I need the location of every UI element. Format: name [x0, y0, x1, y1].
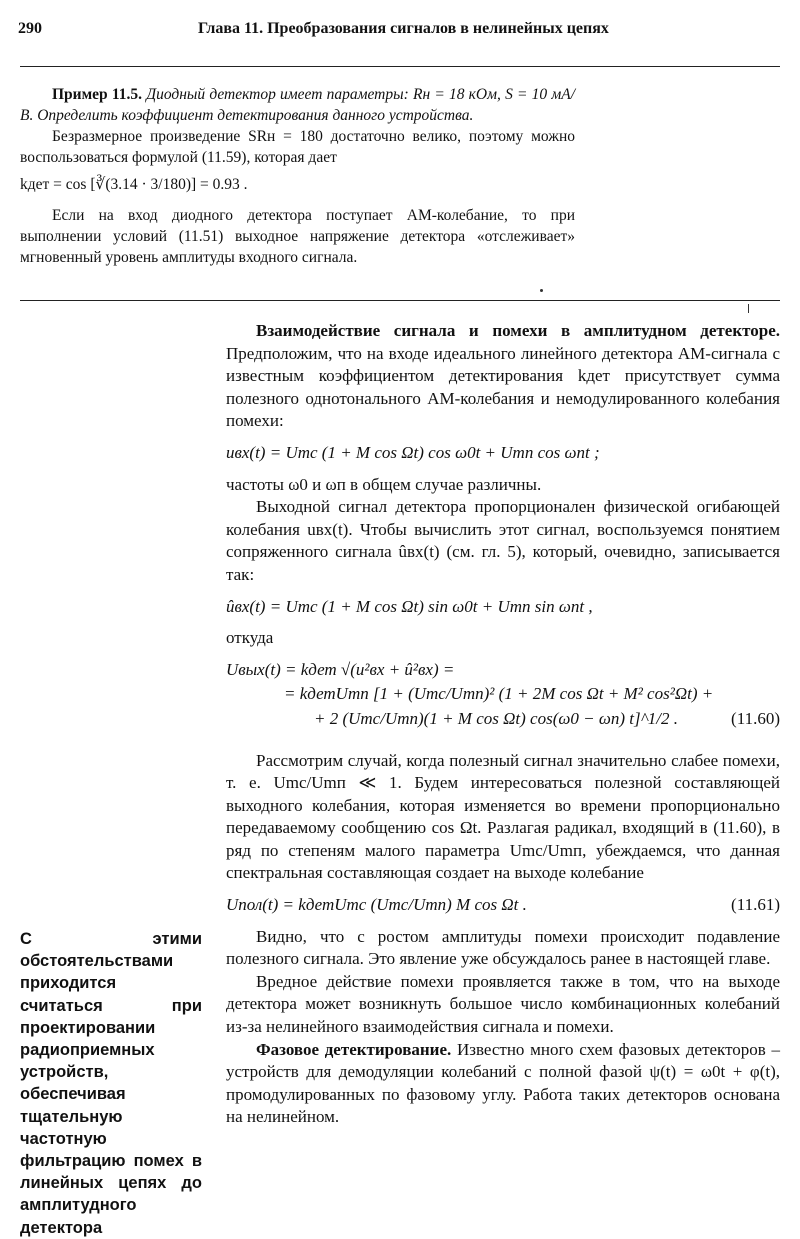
paragraph-frequencies: частоты ω0 и ωп в общем случае различны.: [226, 474, 542, 494]
section-paragraph-1: [226, 320, 780, 433]
equation-number-11-61: (11.61): [731, 895, 780, 915]
equation-input-signal: uвх(t) = Umc (1 + M cos Ωt) cos ω0t + Umп cos ωпt ;: [226, 442, 600, 462]
margin-note: С этими обстоятельствами приходится считаться при проектировании радиоприемных устройств, обеспечивая тщательную частотную фильтрацию помех в линейных цепях до амплитудного детектора: [20, 930, 202, 1237]
page-header: [18, 20, 778, 44]
equation-output-line-1: Uвых(t) = kдет √(u²вх + û²вх) =: [226, 659, 455, 679]
equation-useful-output-text: Uпол(t) = kдетUmc (Umc/Umп) M cos Ωt .: [226, 895, 527, 915]
bottom-divider: [20, 300, 780, 301]
section-title: Взаимодействие сигнала и помехи в амплитудном детекторе.: [256, 321, 780, 340]
equation-output-line-3-text: + 2 (Umc/Umп)(1 + M cos Ωt) cos(ω0 − ωп) t]^1/2 .: [314, 708, 678, 728]
equation-output-line-3: [226, 708, 780, 731]
paragraph-phase-detection: [226, 1039, 780, 1129]
stray-mark: [748, 304, 749, 313]
paragraph-envelope: Выходной сигнал детектора пропорционален физической огибающей колебания uвх(t). Чтобы вычислить этот сигнал, воспользуемся понятием сопряженного сигнала ûвх(t) (см. гл. 5), который, очевидно, записывается так:: [226, 497, 780, 584]
equation-useful-output: [226, 894, 780, 917]
main-column: [226, 320, 780, 1129]
chapter-title: Глава 11. Преобразования сигналов в нелинейных цепях: [198, 20, 609, 37]
spacer: [226, 740, 780, 750]
equation-output-line-2: = kдетUmп [1 + (Umc/Umп)² (1 + 2M cos Ωt + M² cos²Ωt) +: [284, 684, 714, 704]
paragraph-combination: Вредное действие помехи проявляется также в том, что на выходе детектора может возникнуть большое число комбинационных колебаний из-за нелинейного взаимодействия сигнала и помехи.: [226, 971, 780, 1037]
phase-detection-text: Известно много схем фазовых детекторов – устройств для демодуляции колебаний с полной фазой ψ(t) = ω0t + φ(t), промодулированных по фазовому углу. Работа таких детекторов основана на нелинейном.: [226, 1039, 780, 1127]
example-formula: kдет = cos [∛(3.14 · 3/180)] = 0.93 .: [20, 176, 248, 193]
paragraph-weak-signal: Рассмотрим случай, когда полезный сигнал значительно слабее помехи, т. е. Umc/Umп ≪ 1. Будем интересоваться полезной составляющей выходного колебания, которая изменяется во времени пропорционально передаваемому сообщению cos Ωt. Разлагая радикал, входящий в (11.60), в ряд по степеням малого параметра Umc/Umп, убеждаемся, что данная спектральная составляющая создает на выходе колебание: [226, 750, 780, 883]
paragraph-suppression: Видно, что с ростом амплитуды помехи происходит подавление полезного сигнала. Это явление уже обсуждалось ранее в настоящей главе.: [226, 926, 780, 969]
equation-number-11-60: (11.60): [731, 708, 780, 728]
phase-detection-title: Фазовое детектирование.: [256, 1039, 452, 1059]
section-text-1: Предположим, что на входе идеального линейного детектора АМ-сигнала с известным коэффициентом детектирования kдет присутствует сумма полезного однотонального АМ-колебания и немодулированного колебания помехи:: [226, 343, 780, 431]
page-number: 290: [18, 20, 42, 37]
example-paragraph-2: Если на вход диодного детектора поступает АМ-колебание, то при выполнении условий (11.51) выходное напряжение детектора «отслеживает» мгновенный уровень амплитуды входного сигнала.: [20, 207, 575, 266]
example-paragraph-1: Безразмерное произведение SRн = 180 достаточно велико, поэтому можно воспользоваться формулой (11.59), которая дает: [20, 128, 575, 166]
example-statement: [20, 84, 575, 126]
top-divider: [20, 66, 780, 67]
paragraph-whence: откуда: [226, 628, 274, 648]
example-box: [20, 84, 575, 268]
stray-dot: [540, 289, 543, 292]
equation-conjugate-signal: ûвх(t) = Umc (1 + M cos Ωt) sin ω0t + Umп sin ωпt ,: [226, 596, 593, 616]
example-task: Диодный детектор имеет параметры: Rн = 18 кОм, S = 10 мА/В. Определить коэффициент детектирования данного устройства.: [20, 86, 576, 124]
example-label: Пример 11.5.: [52, 86, 142, 103]
